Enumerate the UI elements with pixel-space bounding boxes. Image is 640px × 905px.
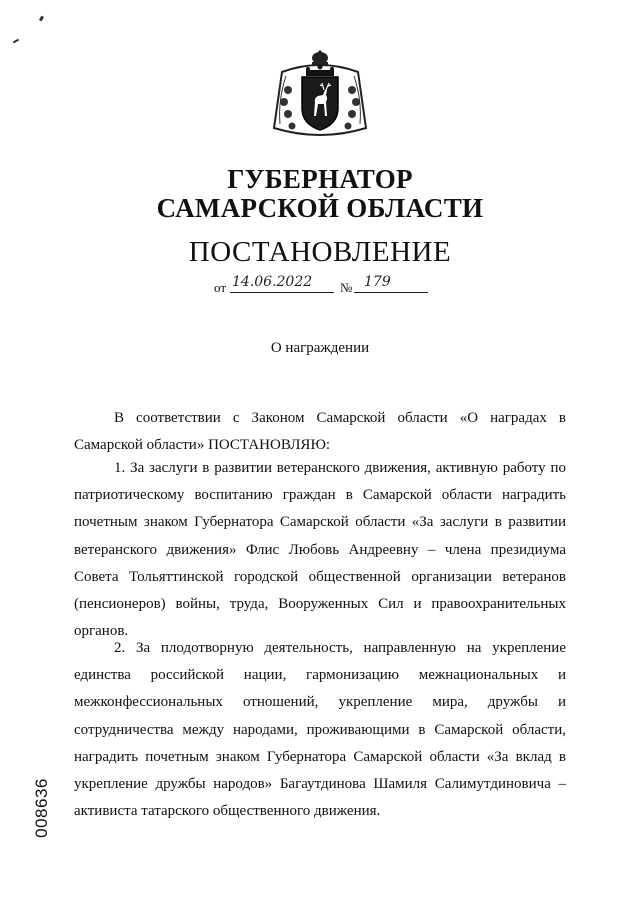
- subject-heading: О награждении: [270, 340, 370, 356]
- paragraph-text: 2. За плодотворную деятельность, направленную на укрепление единства российской нации, гармонизацию межнациональных и межконфессиональных отношений, укрепление мира, дружбы и сотрудничества между народами, проживающими в Самарской области, наградить почетным знаком Губернатора Самарской области «За вклад в укрепление дружбы народов» Багаутдинова Шамиля Салимутдиновича – активиста татарского общественного движения.: [74, 640, 566, 820]
- clause-2-paragraph: [74, 635, 566, 825]
- number-sign: №: [340, 280, 353, 295]
- preamble-paragraph: [74, 405, 566, 459]
- registration-number-text: 008636: [31, 778, 51, 838]
- registration-number: [31, 770, 64, 850]
- date-value: 14.06.2022: [232, 274, 313, 290]
- coat-of-arms-emblem: [268, 50, 372, 142]
- scan-mark: [39, 16, 44, 22]
- paragraph-text: В соответствии с Законом Самарской области «О наградах в Самарской области» ПОСТАНОВЛЯЮ:: [74, 410, 566, 454]
- date-prefix: от: [214, 280, 227, 295]
- date-number-line: [214, 276, 434, 296]
- clause-1-paragraph: [74, 455, 566, 645]
- title-governor: ГУБЕРНАТОР: [227, 164, 413, 194]
- paragraph-text: 1. За заслуги в развитии ветеранского движения, активную работу по патриотическому воспитанию граждан в Самарской области наградить почетным знаком Губернатора Самарской области «За заслуги в развитии ветеранского движения» Флис Любовь Андреевну – члена президиума Совета Тольяттинской городской общественной организации ветеранов (пенсионеров) войны, труда, Вооруженных Сил и правоохранительных органов.: [74, 460, 566, 640]
- title-region: САМАРСКОЙ ОБЛАСТИ: [156, 193, 484, 223]
- scan-mark: [13, 39, 19, 44]
- document-number: 179: [364, 274, 391, 290]
- document-type: ПОСТАНОВЛЕНИЕ: [188, 236, 452, 268]
